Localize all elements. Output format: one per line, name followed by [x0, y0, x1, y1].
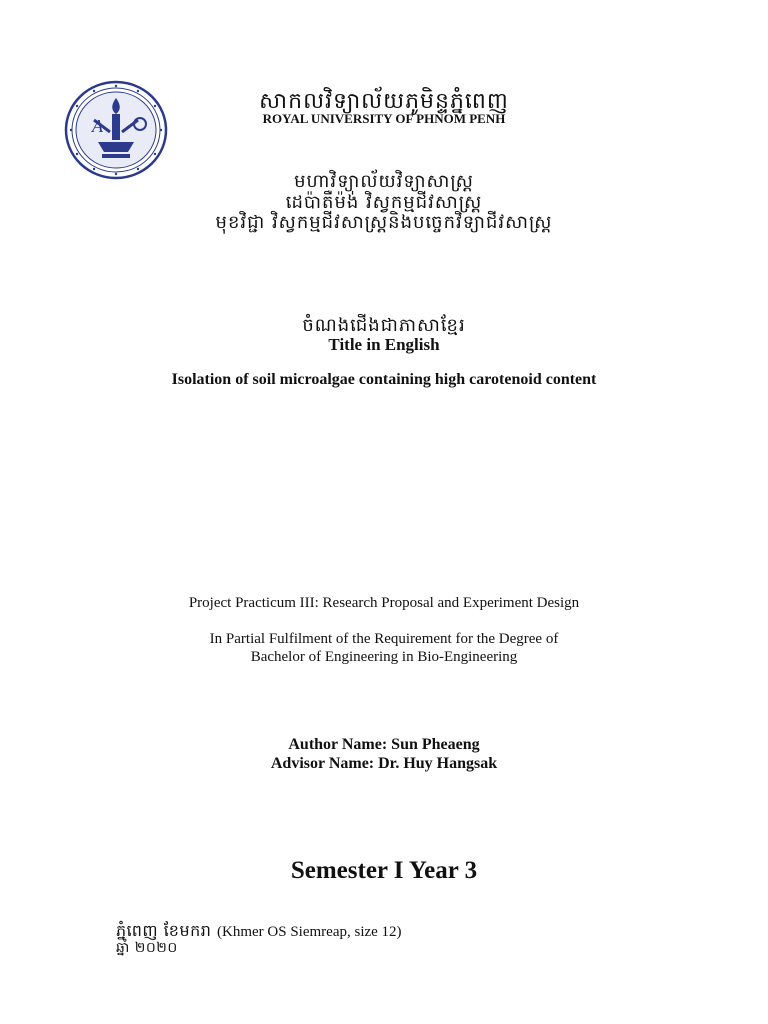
seal-initial: A: [92, 116, 103, 136]
title-label: Title in English: [328, 335, 440, 354]
degree-requirement-line-1: In Partial Fulfilment of the Requirement for the Degree of: [209, 631, 559, 647]
university-name-english: ROYAL UNIVERSITY OF PHNOM PENH: [262, 111, 506, 126]
faculty-line-2: ដេប៉ាតឺម៉ង់ វិស្វកម្មជីវសាស្ត្រ: [285, 192, 483, 213]
semester: Semester I Year 3: [290, 857, 478, 884]
author-name: Author Name: Sun Pheaeng: [288, 736, 480, 753]
title-khmer: ចំណងជើងជាភាសាខ្មែរ: [302, 315, 466, 336]
thesis-title: Isolation of soil microalgae containing high carotenoid content: [171, 371, 597, 388]
date-khmer: ភ្នំពេញ ខែមករា: [116, 921, 212, 940]
advisor-name: Advisor Name: Dr. Huy Hangsak: [270, 755, 498, 772]
project-name: Project Practicum III: Research Proposal and Experiment Design: [188, 595, 580, 611]
university-name-khmer: សាកលវិទ្យាល័យភូមិន្ទភ្នំពេញ: [259, 89, 509, 114]
font-note: (Khmer OS Siemreap, size 12): [217, 924, 402, 940]
year-khmer: ឆ្នាំ ២០២០: [116, 940, 178, 956]
faculty-line-3: មុខវិជ្ជា វិស្វកម្មជីវសាស្ត្រនិងបច្ចេកវិទ្យាជីវសាស្ត្រ: [215, 212, 553, 233]
faculty-line-1: មហាវិទ្យាល័យវិទ្យាសាស្ត្រ: [294, 171, 474, 192]
degree-requirement-line-2: Bachelor of Engineering in Bio-Engineering: [250, 649, 518, 665]
